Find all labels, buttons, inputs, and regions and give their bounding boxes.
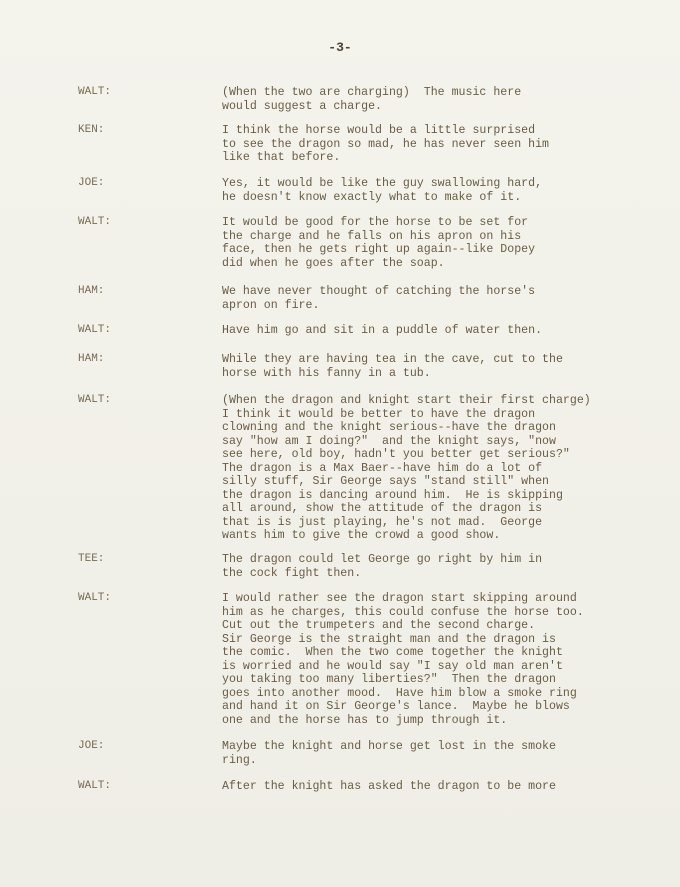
- dialogue-line: Sir George is the straight man and the dragon is: [222, 632, 556, 646]
- speaker-label: WALT:: [78, 780, 112, 792]
- dialogue-line: the comic. When the two come together the knight: [222, 646, 563, 659]
- dialogue-line: one and the horse has to jump through it.: [222, 713, 508, 727]
- dialogue-line: say "how am I doing?" and the knight says, "now: [222, 434, 556, 448]
- dialogue-line: see here, old boy, hadn't you better get serious?": [222, 448, 570, 461]
- speaker-label: HAM:: [78, 285, 105, 297]
- dialogue-line: The dragon is a Max Baer--have him do a lot of: [222, 461, 543, 475]
- dialogue-line: goes into another mood. Have him blow a smoke ring: [222, 686, 577, 700]
- dialogue-line: horse with his fanny in a tub.: [222, 366, 431, 380]
- dialogue-line: did when he goes after the soap.: [222, 256, 445, 270]
- speaker-label: KEN:: [78, 124, 105, 136]
- speaker-label: JOE:: [78, 740, 105, 752]
- dialogue-line: (When the two are charging) The music here: [222, 86, 522, 99]
- dialogue-line: he doesn't know exactly what to make of it.: [222, 190, 522, 204]
- dialogue-line: silly stuff, Sir George says "stand still" when: [222, 475, 549, 488]
- dialogue-line: face, then he gets right up again--like Dopey: [222, 243, 536, 256]
- dialogue-line: wants him to give the crowd a good show.: [222, 529, 501, 542]
- dialogue-line: While they are having tea in the cave, cut to the: [222, 353, 563, 366]
- dialogue-line: you taking too many liberties?" Then the dragon: [222, 673, 556, 686]
- dialogue-line: (When the dragon and knight start their first charge): [222, 394, 591, 407]
- dialogue-line: all around, show the attitude of the dragon is: [222, 502, 543, 515]
- speaker-label: WALT:: [78, 324, 112, 336]
- dialogue-line: would suggest a charge.: [222, 99, 383, 113]
- dialogue-line: to see the dragon so mad, he has never seen him: [222, 137, 549, 151]
- page-number: -3-: [328, 40, 352, 55]
- dialogue-line: him as he charges, this could confuse the horse too.: [222, 605, 584, 619]
- dialogue-line: and hand it on Sir George's lance. Maybe he blows: [222, 700, 570, 713]
- dialogue-line: Have him go and sit in a puddle of water then.: [222, 324, 543, 337]
- speaker-label: WALT:: [78, 86, 112, 98]
- dialogue-line: clowning and the knight serious--have the dragon: [222, 421, 556, 434]
- dialogue-line: ring.: [222, 753, 257, 767]
- dialogue-line: I think it would be better to have the dragon: [222, 407, 536, 421]
- dialogue-line: It would be good for the horse to be set for: [222, 216, 529, 229]
- dialogue-line: that is is just playing, he's not mad. George: [222, 515, 543, 529]
- dialogue-line: Maybe the knight and horse get lost in the smoke: [222, 740, 556, 753]
- dialogue-line: the cock fight then.: [222, 566, 362, 580]
- speaker-label: WALT:: [78, 394, 112, 406]
- dialogue-line: apron on fire.: [222, 298, 320, 312]
- dialogue-line: The dragon could let George go right by him in: [222, 553, 543, 566]
- dialogue-line: We have never thought of catching the horse's: [222, 285, 536, 298]
- dialogue-line: I think the horse would be a little surprised: [222, 124, 536, 137]
- speaker-label: HAM:: [78, 353, 105, 365]
- speaker-label: JOE:: [78, 177, 105, 189]
- dialogue-line: is worried and he would say "I say old man aren't: [222, 659, 563, 673]
- dialogue-line: Cut out the trumpeters and the second charge.: [222, 619, 536, 632]
- speaker-label: WALT:: [78, 216, 112, 228]
- dialogue-line: like that before.: [222, 151, 341, 164]
- dialogue-line: the dragon is dancing around him. He is skipping: [222, 488, 563, 502]
- speaker-label: WALT:: [78, 592, 112, 604]
- speaker-label: TEE:: [78, 553, 105, 565]
- dialogue-line: the charge and he falls on his apron on his: [222, 229, 522, 243]
- dialogue-line: After the knight has asked the dragon to be more: [222, 780, 556, 793]
- dialogue-line: I would rather see the dragon start skipping around: [222, 592, 577, 605]
- dialogue-line: Yes, it would be like the guy swallowing hard,: [222, 177, 543, 190]
